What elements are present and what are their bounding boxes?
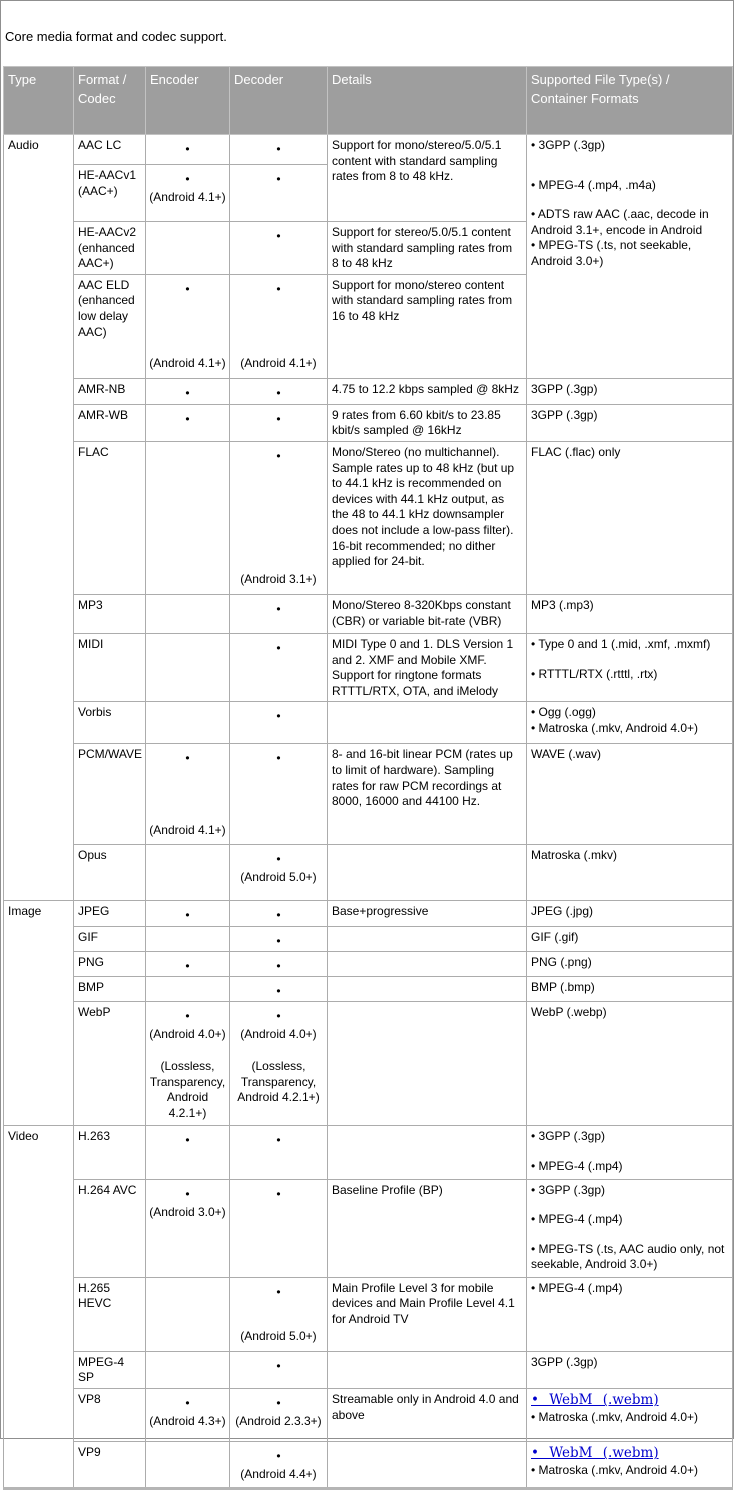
format-cell: Opus — [74, 845, 146, 901]
filetype-item: • RTTTL/RTX (.rtttl, .rtx) — [531, 666, 658, 681]
filetypes-cell — [527, 977, 733, 1002]
filetype-item: • Ogg (.ogg) — [531, 705, 596, 720]
filetypes-cell — [527, 1277, 733, 1351]
filetypes-cell — [527, 901, 733, 927]
table-row — [4, 1442, 733, 1489]
decoder-supported-dot: • — [276, 751, 281, 766]
decoder-cell — [230, 1351, 328, 1388]
decoder-supported-dot: • — [276, 1358, 281, 1373]
encoder-cell — [146, 1002, 230, 1126]
filetypes-cell — [527, 702, 733, 744]
encoder-cell — [146, 594, 230, 633]
codec-support-table — [3, 66, 733, 1490]
encoder-supported-dot: • — [185, 1186, 190, 1201]
details-cell: Main Profile Level 3 for mobile devices and Main Profile Level 4.1 for Android TV — [328, 1277, 527, 1351]
encoder-supported-dot: • — [185, 385, 190, 400]
decoder-feature-note: (Lossless, Transparency, Android 4.2.1+) — [237, 1058, 320, 1105]
decoder-version-note: (Android 4.0+) — [240, 1027, 317, 1042]
decoder-cell — [230, 952, 328, 977]
filetypes-cell — [527, 633, 733, 701]
table-row — [4, 1351, 733, 1388]
details-cell — [328, 977, 527, 1002]
format-cell: MPEG-4 SP — [74, 1351, 146, 1388]
filetype-item: JPEG (.jpg) — [531, 904, 594, 919]
decoder-cell — [230, 633, 328, 701]
decoder-supported-dot: • — [276, 1449, 281, 1464]
filetype-item: Matroska (.mkv) — [531, 848, 618, 863]
col-header-type: Type — [4, 67, 74, 135]
details-cell: Support for stereo/5.0/5.1 content with standard sampling rates from 8 to 48 kHz — [328, 222, 527, 275]
encoder-cell — [146, 378, 230, 404]
decoder-cell — [230, 744, 328, 845]
encoder-version-note: (Android 4.0+) — [149, 1027, 226, 1042]
encoder-cell — [146, 1179, 230, 1277]
encoder-cell — [146, 901, 230, 927]
details-cell — [328, 952, 527, 977]
col-header-format: Format / Codec — [74, 67, 146, 135]
decoder-supported-dot: • — [276, 229, 281, 243]
table-row — [4, 901, 733, 927]
encoder-cell — [146, 927, 230, 952]
filetype-item: • MPEG-4 (.mp4) — [531, 1212, 623, 1227]
details-cell: 8- and 16-bit linear PCM (rates up to limit of hardware). Sampling rates for raw PCM recordings at 8000, 16000 and 44100 Hz. — [328, 744, 527, 845]
format-cell: MIDI — [74, 633, 146, 701]
filetypes-cell — [527, 1351, 733, 1388]
encoder-supported-dot: • — [185, 1396, 190, 1411]
filetype-item: • MPEG-4 (.mp4) — [531, 1280, 623, 1295]
decoder-supported-dot: • — [276, 852, 281, 867]
format-cell: HE-AACv1 (AAC+) — [74, 165, 146, 222]
format-cell: VP8 — [74, 1389, 146, 1442]
table-row — [4, 744, 733, 845]
table-row — [4, 1126, 733, 1179]
details-cell: Mono/Stereo 8-320Kbps constant (CBR) or variable bit-rate (VBR) — [328, 594, 527, 633]
encoder-version-note: (Android 4.1+) — [149, 822, 226, 837]
encoder-cell — [146, 702, 230, 744]
table-row — [4, 378, 733, 404]
details-cell: Streamable only in Android 4.0 and above — [328, 1389, 527, 1442]
table-row — [4, 1277, 733, 1351]
decoder-supported-dot: • — [276, 934, 281, 949]
details-cell: Baseline Profile (BP) — [328, 1179, 527, 1277]
decoder-cell — [230, 702, 328, 744]
page-title: Core media format and codec support. — [5, 29, 227, 44]
details-cell: Base+progressive — [328, 901, 527, 927]
details-cell — [328, 1442, 527, 1489]
decoder-version-note: (Android 4.4+) — [240, 1467, 317, 1482]
encoder-cell — [146, 165, 230, 222]
decoder-version-note: (Android 2.3.3+) — [235, 1414, 322, 1429]
header-row — [4, 67, 733, 135]
encoder-cell — [146, 1277, 230, 1351]
decoder-cell — [230, 901, 328, 927]
filetype-item: • MPEG-4 (.mp4) — [531, 1158, 623, 1173]
decoder-cell — [230, 378, 328, 404]
webm-link[interactable]: • WebM (.webm) — [531, 1445, 659, 1462]
filetype-item: • 3GPP (.3gp) — [531, 1182, 606, 1197]
details-cell — [328, 1351, 527, 1388]
decoder-supported-dot: • — [276, 172, 281, 186]
details-cell — [328, 702, 527, 744]
decoder-supported-dot: • — [276, 1396, 281, 1411]
encoder-cell — [146, 1351, 230, 1388]
filetype-item: • 3GPP (.3gp) — [531, 138, 606, 152]
filetype-item: • 3GPP (.3gp) — [531, 1129, 606, 1144]
encoder-cell — [146, 744, 230, 845]
encoder-supported-dot: • — [185, 751, 190, 766]
filetypes-cell — [527, 845, 733, 901]
decoder-cell — [230, 1002, 328, 1126]
col-header-details: Details — [328, 67, 527, 135]
encoder-cell — [146, 404, 230, 441]
decoder-supported-dot: • — [276, 984, 281, 999]
encoder-version-note: (Android 4.1+) — [149, 190, 226, 204]
decoder-version-note: (Android 4.1+) — [240, 356, 317, 371]
encoder-supported-dot: • — [185, 411, 190, 426]
details-cell — [328, 845, 527, 901]
encoder-supported-dot: • — [185, 1009, 190, 1024]
encoder-version-note: (Android 3.0+) — [149, 1204, 226, 1219]
filetype-item: FLAC (.flac) only — [531, 444, 621, 459]
table-row — [4, 927, 733, 952]
decoder-version-note: (Android 5.0+) — [240, 870, 317, 885]
format-cell: AAC LC — [74, 135, 146, 165]
decoder-supported-dot: • — [276, 601, 281, 616]
decoder-cell — [230, 1277, 328, 1351]
filetype-item: • ADTS raw AAC (.aac, decode in Android 3.1+, encode in Android — [531, 207, 709, 237]
filetype-item: 3GPP (.3gp) — [531, 1354, 598, 1369]
format-cell: VP9 — [74, 1442, 146, 1489]
filetype-item: • MPEG-TS (.ts, not seekable, Android 3.0+) — [531, 238, 692, 268]
format-cell: H.265 HEVC — [74, 1277, 146, 1351]
filetype-item: PNG (.png) — [531, 955, 592, 970]
table-row — [4, 845, 733, 901]
decoder-cell — [230, 594, 328, 633]
format-cell: MP3 — [74, 594, 146, 633]
decoder-cell — [230, 1179, 328, 1277]
decoder-supported-dot: • — [276, 142, 281, 156]
decoder-version-note: (Android 5.0+) — [240, 1329, 317, 1344]
details-cell: Support for mono/stereo/5.0/5.1 content with standard sampling rates from 8 to 48 kHz. — [328, 135, 527, 222]
filetypes-cell — [527, 378, 733, 404]
decoder-supported-dot: • — [276, 281, 281, 296]
format-cell: PCM/WAVE — [74, 744, 146, 845]
encoder-cell — [146, 952, 230, 977]
format-cell: H.263 — [74, 1126, 146, 1179]
filetypes-cell — [527, 1389, 733, 1442]
decoder-cell — [230, 977, 328, 1002]
details-cell: 4.75 to 12.2 kbps sampled @ 8kHz — [328, 378, 527, 404]
col-header-encoder: Encoder — [146, 67, 230, 135]
type-cell-video: Video — [4, 1126, 74, 1488]
format-cell: H.264 AVC — [74, 1179, 146, 1277]
encoder-cell — [146, 274, 230, 378]
decoder-cell — [230, 274, 328, 378]
details-cell: 9 rates from 6.60 kbit/s to 23.85 kbit/s sampled @ 16kHz — [328, 404, 527, 441]
filetype-item: 3GPP (.3gp) — [531, 407, 598, 422]
filetypes-cell — [527, 744, 733, 845]
table-row — [4, 1002, 733, 1126]
encoder-cell — [146, 1389, 230, 1442]
encoder-supported-dot: • — [185, 281, 190, 296]
format-cell: BMP — [74, 977, 146, 1002]
details-cell — [328, 1126, 527, 1179]
decoder-cell — [230, 927, 328, 952]
decoder-supported-dot: • — [276, 908, 281, 923]
table-row — [4, 404, 733, 441]
format-cell: GIF — [74, 927, 146, 952]
filetype-item: • Matroska (.mkv, Android 4.0+) — [531, 1462, 699, 1477]
encoder-supported-dot: • — [185, 142, 190, 156]
format-cell: AAC ELD (enhanced low delay AAC) — [74, 274, 146, 378]
format-cell: AMR-WB — [74, 404, 146, 441]
filetypes-cell — [527, 135, 733, 379]
encoder-version-note: (Android 4.3+) — [149, 1414, 226, 1429]
details-cell: Mono/Stereo (no multichannel). Sample rates up to 48 kHz (but up to 44.1 kHz is recommended on devices with 44.1 kHz output, as the 48 to 44.1 kHz downsampler does not include a low-pass filter). 16-bit recommended; no dither applied for 24-bit. — [328, 441, 527, 594]
filetype-item: • Matroska (.mkv, Android 4.0+) — [531, 720, 699, 735]
decoder-cell — [230, 1442, 328, 1489]
decoder-cell — [230, 845, 328, 901]
filetypes-cell — [527, 1442, 733, 1489]
format-cell: WebP — [74, 1002, 146, 1126]
encoder-cell — [146, 222, 230, 275]
decoder-cell — [230, 222, 328, 275]
filetypes-cell — [527, 952, 733, 977]
decoder-supported-dot: • — [276, 1133, 281, 1148]
decoder-supported-dot: • — [276, 709, 281, 724]
encoder-cell — [146, 633, 230, 701]
format-cell: HE-AACv2 (enhanced AAC+) — [74, 222, 146, 275]
decoder-cell — [230, 1126, 328, 1179]
table-row — [4, 633, 733, 701]
encoder-cell — [146, 845, 230, 901]
table-row — [4, 1389, 733, 1442]
col-header-decoder: Decoder — [230, 67, 328, 135]
filetype-item: 3GPP (.3gp) — [531, 381, 598, 396]
details-cell: MIDI Type 0 and 1. DLS Version 1 and 2. XMF and Mobile XMF. Support for ringtone formats RTTTL/RTX, OTA, and iMelody — [328, 633, 527, 701]
type-cell-audio: Audio — [4, 135, 74, 901]
filetype-item: • Matroska (.mkv, Android 4.0+) — [531, 1409, 699, 1424]
encoder-version-note: (Android 4.1+) — [149, 356, 226, 371]
filetype-item: WebP (.webp) — [531, 1005, 607, 1020]
table-row — [4, 441, 733, 594]
format-cell: PNG — [74, 952, 146, 977]
details-cell: Support for mono/stereo content with standard sampling rates from 16 to 48 kHz — [328, 274, 527, 378]
table-row — [4, 135, 733, 165]
decoder-cell — [230, 135, 328, 165]
format-cell: FLAC — [74, 441, 146, 594]
format-cell: Vorbis — [74, 702, 146, 744]
decoder-supported-dot: • — [276, 411, 281, 426]
filetype-item: GIF (.gif) — [531, 930, 579, 945]
decoder-supported-dot: • — [276, 1009, 281, 1024]
table-row — [4, 702, 733, 744]
decoder-supported-dot: • — [276, 385, 281, 400]
filetypes-cell — [527, 1126, 733, 1179]
encoder-feature-note: (Lossless, Transparency, Android 4.2.1+) — [149, 1058, 226, 1120]
filetype-item: • Type 0 and 1 (.mid, .xmf, .mxmf) — [531, 636, 711, 651]
decoder-cell — [230, 404, 328, 441]
webm-link[interactable]: • WebM (.webm) — [531, 1392, 659, 1409]
encoder-cell — [146, 135, 230, 165]
decoder-supported-dot: • — [276, 640, 281, 655]
table-row — [4, 594, 733, 633]
decoder-cell — [230, 441, 328, 594]
format-cell: JPEG — [74, 901, 146, 927]
encoder-supported-dot: • — [185, 908, 190, 923]
filetype-item: • MPEG-4 (.mp4, .m4a) — [531, 177, 656, 192]
filetype-item: WAVE (.wav) — [531, 747, 602, 762]
filetypes-cell — [527, 594, 733, 633]
decoder-supported-dot: • — [276, 1284, 281, 1299]
details-cell — [328, 1002, 527, 1126]
filetypes-cell — [527, 1002, 733, 1126]
filetypes-cell — [527, 1179, 733, 1277]
encoder-cell — [146, 977, 230, 1002]
decoder-supported-dot: • — [276, 1186, 281, 1201]
details-cell — [328, 927, 527, 952]
encoder-supported-dot: • — [185, 959, 190, 974]
decoder-supported-dot: • — [276, 959, 281, 974]
type-cell-image: Image — [4, 901, 74, 1126]
filetypes-cell — [527, 404, 733, 441]
decoder-cell — [230, 1389, 328, 1442]
encoder-cell — [146, 1126, 230, 1179]
decoder-version-note: (Android 3.1+) — [240, 572, 317, 587]
encoder-supported-dot: • — [185, 172, 190, 186]
filetype-item: BMP (.bmp) — [531, 980, 595, 995]
table-row — [4, 952, 733, 977]
encoder-cell — [146, 441, 230, 594]
format-cell: AMR-NB — [74, 378, 146, 404]
decoder-cell — [230, 165, 328, 222]
col-header-filetypes: Supported File Type(s) / Container Formats — [527, 67, 733, 135]
decoder-supported-dot: • — [276, 448, 281, 463]
table-row — [4, 1179, 733, 1277]
encoder-supported-dot: • — [185, 1133, 190, 1148]
filetypes-cell — [527, 927, 733, 952]
filetypes-cell — [527, 441, 733, 594]
filetype-item: • MPEG-TS (.ts, AAC audio only, not seekable, Android 3.0+) — [531, 1241, 725, 1272]
encoder-cell — [146, 1442, 230, 1489]
table-row — [4, 977, 733, 1002]
filetype-item: MP3 (.mp3) — [531, 597, 594, 612]
